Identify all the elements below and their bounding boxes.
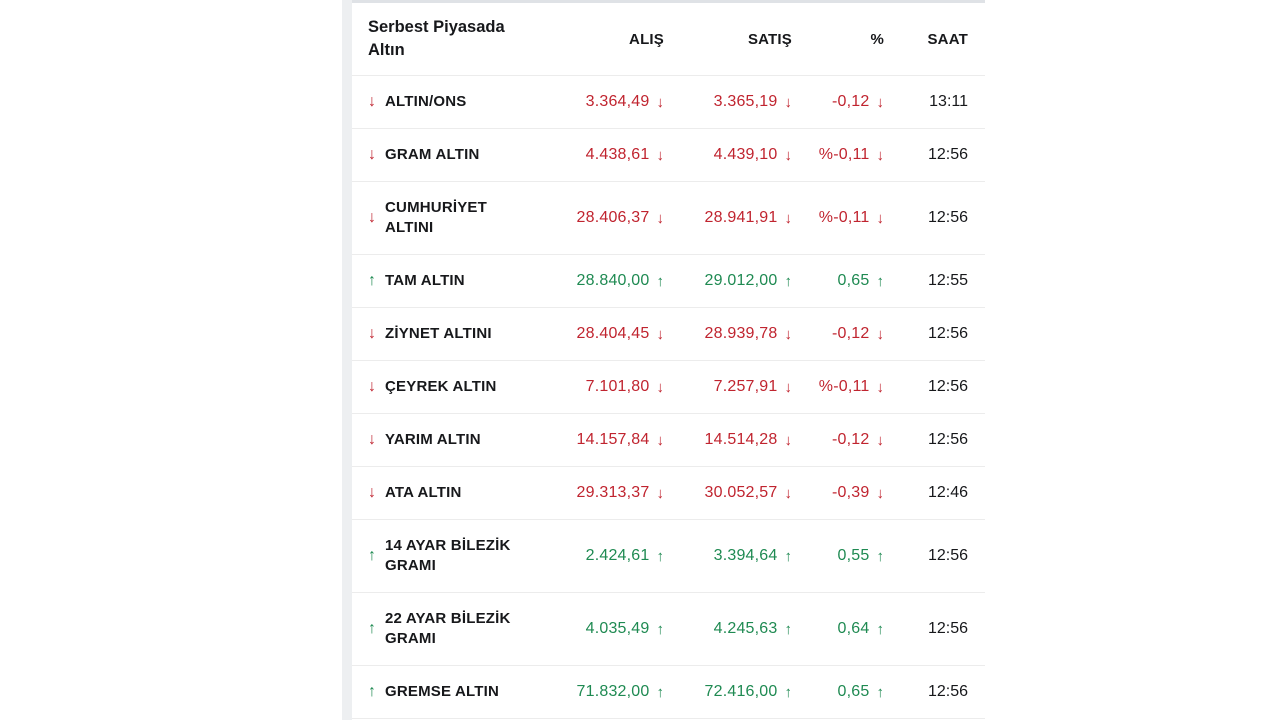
column-header-saat: SAAT (927, 30, 968, 48)
trend-down-icon: ↓ (784, 484, 792, 502)
trend-down-icon: ↓ (656, 209, 664, 227)
alis-value: 71.832,00 (576, 683, 650, 700)
satis-value: 14.514,28 (704, 431, 778, 448)
trend-up-icon: ↑ (368, 272, 376, 289)
satis-cell (664, 146, 792, 164)
alis-value: 28.404,45 (576, 325, 650, 342)
alis-value: 4.438,61 (585, 146, 650, 163)
alis-cell (530, 209, 664, 227)
pct-value: 0,55 (837, 547, 870, 564)
alis-cell (530, 272, 664, 290)
table-row[interactable] (352, 361, 985, 414)
satis-value: 3.365,19 (713, 93, 778, 110)
trend-up-icon: ↑ (656, 683, 664, 701)
alis-cell (530, 547, 664, 565)
alis-value: 28.406,37 (576, 209, 650, 226)
trend-up-icon: ↑ (656, 272, 664, 290)
table-row[interactable] (352, 414, 985, 467)
instrument-name: CUMHURİYET ALTINI (385, 199, 487, 236)
instrument-name: ALTIN/ONS (385, 93, 467, 110)
instrument-name: ÇEYREK ALTIN (385, 378, 497, 395)
trend-down-icon: ↓ (784, 325, 792, 343)
pct-value: 0,64 (837, 620, 870, 637)
pct-cell (792, 431, 884, 449)
satis-value: 4.439,10 (713, 146, 778, 163)
pct-cell (792, 93, 884, 111)
trend-up-icon: ↑ (368, 547, 376, 564)
satis-value: 72.416,00 (704, 683, 778, 700)
pct-cell (792, 146, 884, 164)
trend-down-icon: ↓ (368, 325, 376, 342)
instrument-name: GREMSE ALTIN (385, 683, 500, 700)
pct-cell (792, 325, 884, 343)
trend-up-icon: ↑ (784, 683, 792, 701)
saat-cell: 13:11 (929, 93, 968, 110)
trend-up-icon: ↑ (784, 547, 792, 565)
saat-cell: 12:56 (927, 683, 968, 700)
pct-value: 0,65 (837, 272, 870, 289)
trend-up-icon: ↑ (876, 620, 884, 638)
trend-up-icon: ↑ (368, 620, 376, 637)
trend-down-icon: ↓ (784, 146, 792, 164)
alis-cell (530, 683, 664, 701)
pct-value: 0,65 (837, 683, 870, 700)
table-title: Serbest Piyasada Altın (368, 18, 505, 59)
alis-value: 3.364,49 (585, 93, 650, 110)
trend-up-icon: ↑ (876, 272, 884, 290)
satis-value: 7.257,91 (713, 378, 778, 395)
trend-down-icon: ↓ (368, 209, 376, 226)
table-row[interactable] (352, 255, 985, 308)
instrument-cell (368, 377, 530, 397)
satis-value: 29.012,00 (704, 272, 778, 289)
instrument-cell (368, 271, 530, 291)
trend-down-icon: ↓ (368, 431, 376, 448)
alis-cell (530, 484, 664, 502)
alis-value: 2.424,61 (585, 547, 650, 564)
alis-cell (530, 620, 664, 638)
gold-prices-table (352, 0, 985, 720)
table-row[interactable] (352, 520, 985, 593)
trend-down-icon: ↓ (876, 431, 884, 449)
trend-down-icon: ↓ (368, 378, 376, 395)
alis-value: 28.840,00 (576, 272, 650, 289)
alis-cell (530, 431, 664, 449)
column-header-satis: SATIŞ (747, 30, 792, 48)
pct-value: -0,12 (832, 325, 870, 342)
instrument-name: 22 AYAR BİLEZİK GRAMI (385, 610, 511, 647)
pct-cell (792, 620, 884, 638)
trend-up-icon: ↑ (656, 547, 664, 565)
alis-value: 7.101,80 (585, 378, 650, 395)
pct-cell (792, 484, 884, 502)
satis-value: 30.052,57 (704, 484, 778, 501)
satis-cell (664, 272, 792, 290)
trend-up-icon: ↑ (784, 272, 792, 290)
satis-value: 3.394,64 (713, 547, 778, 564)
saat-cell: 12:56 (927, 325, 968, 342)
trend-down-icon: ↓ (656, 484, 664, 502)
instrument-name: GRAM ALTIN (385, 146, 480, 163)
trend-down-icon: ↓ (368, 146, 376, 163)
pct-value: %-0,11 (818, 209, 870, 226)
trend-down-icon: ↓ (784, 378, 792, 396)
trend-down-icon: ↓ (876, 484, 884, 502)
trend-up-icon: ↑ (656, 620, 664, 638)
pct-value: -0,12 (832, 93, 870, 110)
saat-cell: 12:56 (927, 146, 968, 163)
trend-down-icon: ↓ (656, 93, 664, 111)
satis-cell (664, 484, 792, 502)
alis-value: 14.157,84 (576, 431, 650, 448)
trend-down-icon: ↓ (368, 484, 376, 501)
saat-cell: 12:56 (927, 431, 968, 448)
table-row[interactable] (352, 593, 985, 666)
pct-value: %-0,11 (818, 146, 870, 163)
pct-value: %-0,11 (818, 378, 870, 395)
trend-down-icon: ↓ (876, 93, 884, 111)
alis-cell (530, 93, 664, 111)
column-header-pct: % (870, 30, 884, 48)
table-row[interactable] (352, 666, 985, 719)
satis-cell (664, 431, 792, 449)
trend-down-icon: ↓ (368, 93, 376, 110)
table-row[interactable] (352, 76, 985, 129)
table-row[interactable] (352, 467, 985, 520)
saat-cell: 12:56 (927, 547, 968, 564)
alis-cell (530, 146, 664, 164)
pct-cell (792, 272, 884, 290)
trend-up-icon: ↑ (876, 547, 884, 565)
pct-cell (792, 378, 884, 396)
instrument-name: YARIM ALTIN (385, 431, 481, 448)
table-row[interactable] (352, 308, 985, 361)
pct-cell (792, 683, 884, 701)
trend-down-icon: ↓ (876, 378, 884, 396)
column-header-alis: ALIŞ (629, 30, 664, 48)
pct-cell (792, 547, 884, 565)
alis-cell (530, 325, 664, 343)
trend-down-icon: ↓ (876, 325, 884, 343)
trend-down-icon: ↓ (656, 325, 664, 343)
left-gutter-stripe (342, 0, 352, 720)
instrument-cell (368, 145, 530, 165)
alis-value: 4.035,49 (585, 620, 650, 637)
trend-down-icon: ↓ (656, 431, 664, 449)
instrument-name: ATA ALTIN (385, 484, 462, 501)
satis-cell (664, 325, 792, 343)
alis-value: 29.313,37 (576, 484, 650, 501)
instrument-cell (368, 536, 530, 576)
satis-cell (664, 93, 792, 111)
saat-cell: 12:56 (927, 620, 968, 637)
satis-value: 28.941,91 (704, 209, 778, 226)
instrument-name: 14 AYAR BİLEZİK GRAMI (385, 537, 511, 574)
trend-up-icon: ↑ (784, 620, 792, 638)
table-row[interactable] (352, 129, 985, 182)
satis-value: 4.245,63 (713, 620, 778, 637)
instrument-cell (368, 483, 530, 503)
alis-cell (530, 378, 664, 396)
trend-up-icon: ↑ (876, 683, 884, 701)
trend-down-icon: ↓ (656, 378, 664, 396)
trend-down-icon: ↓ (656, 146, 664, 164)
satis-value: 28.939,78 (704, 325, 778, 342)
table-body (352, 76, 985, 719)
pct-value: -0,12 (832, 431, 870, 448)
trend-down-icon: ↓ (784, 431, 792, 449)
satis-cell (664, 620, 792, 638)
instrument-cell (368, 430, 530, 450)
instrument-cell (368, 92, 530, 112)
pct-cell (792, 209, 884, 227)
instrument-name: TAM ALTIN (385, 272, 465, 289)
instrument-name: ZİYNET ALTINI (385, 325, 492, 342)
instrument-cell (368, 609, 530, 649)
satis-cell (664, 547, 792, 565)
trend-up-icon: ↑ (368, 683, 376, 700)
trend-down-icon: ↓ (784, 93, 792, 111)
satis-cell (664, 683, 792, 701)
table-header-row (352, 3, 985, 76)
saat-cell: 12:56 (927, 209, 968, 226)
instrument-cell (368, 198, 530, 238)
pct-value: -0,39 (832, 484, 870, 501)
trend-down-icon: ↓ (876, 146, 884, 164)
instrument-cell (368, 682, 530, 702)
saat-cell: 12:46 (927, 484, 968, 501)
saat-cell: 12:56 (927, 378, 968, 395)
trend-down-icon: ↓ (876, 209, 884, 227)
satis-cell (664, 378, 792, 396)
trend-down-icon: ↓ (784, 209, 792, 227)
satis-cell (664, 209, 792, 227)
saat-cell: 12:55 (927, 272, 968, 289)
instrument-cell (368, 324, 530, 344)
table-row[interactable] (352, 182, 985, 255)
